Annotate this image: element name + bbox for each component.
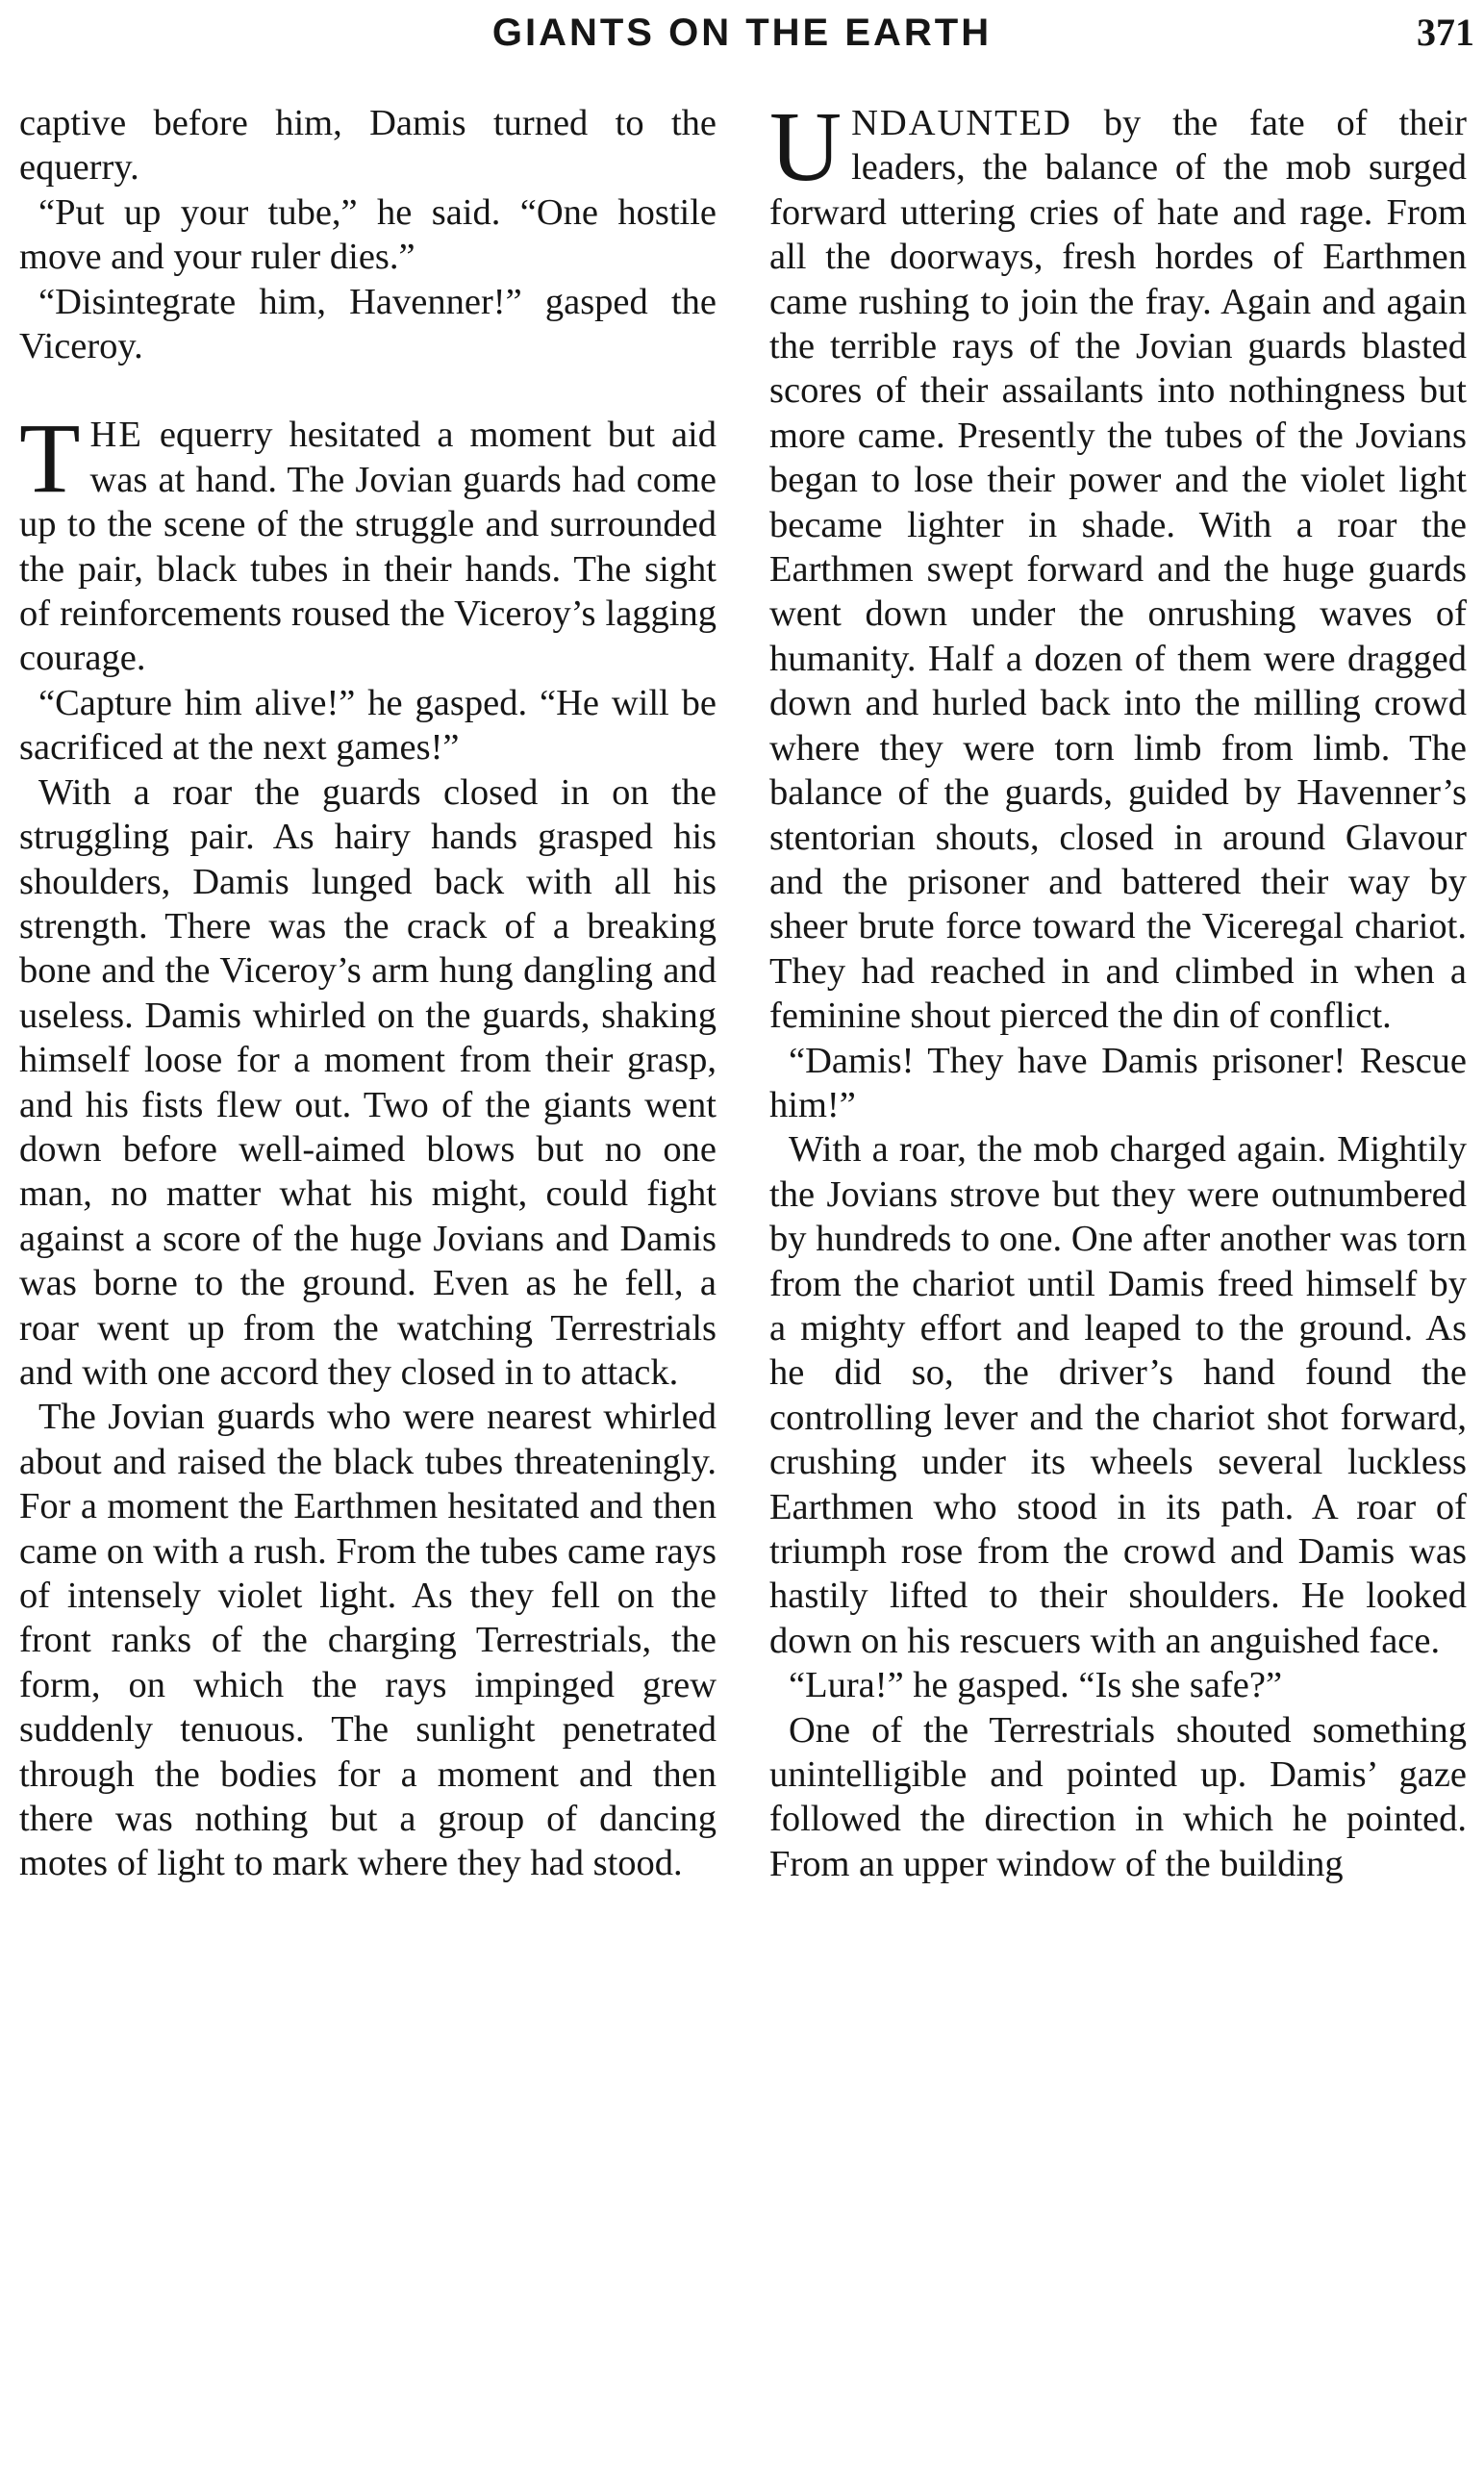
paragraph-text: by the fate of their leaders, the balance of the mob surged forward uttering cries of hate and rage. From all the doorways, fresh hordes of Earthmen came rushing to join the fray. Again and again the terrible rays of the Jovian guards blasted scores of their assailants into nothingness but more came. Presently the tubes of the Jovians began to lose their power and the violet light became lighter in shade. With a roar the Earthmen swept forward and the huge guards went down under the onrushing waves of humanity. Half a dozen of them were dragged down and hurled back into the milling crowd where they were torn limb from limb. The balance of the guards, guided by Havenner’s stentorian shouts, closed in around Glavour and the prisoner and battered their way by sheer brute force toward the Viceregal chariot. They had reached in and climbed in when a feminine shout pierced the din of conflict. <box>769 103 1467 1037</box>
lead-in-caps: NDAUNTED <box>851 103 1072 143</box>
page-number: 371 <box>1417 11 1474 54</box>
paragraph-text: equerry hesitated a moment but aid was at hand. The Jovian guards had come up to the scene of the struggle and surrounded the pair, black tubes in their hands. The sight of reinforcements roused the Viceroy’s lagging courage. <box>19 415 717 679</box>
paragraph: “Lura!” he gasped. “Is she safe?” <box>789 1665 1283 1706</box>
paragraph-continuation: captive before him, Damis turned to the equerry. <box>19 103 717 189</box>
drop-cap: T <box>19 403 81 515</box>
page-header <box>0 0 1484 67</box>
lead-in-caps: HE <box>89 415 143 456</box>
drop-cap: U <box>769 91 843 202</box>
paragraph: “Capture him alive!” he gasped. “He will be sacrificed at the next games!” <box>19 682 717 769</box>
paragraph: “Disintegrate him, Havenner!” gasped the Viceroy. <box>19 281 717 367</box>
left-column <box>19 101 717 1886</box>
running-title: GIANTS ON THE EARTH <box>491 12 993 54</box>
paragraph: The Jovian guards who were nearest whirled about and raised the black tubes threateningly. For a moment the Earthmen hesitated and then came on with a rush. From the tubes came rays of intensely violet light. As they fell on the front ranks of the charging Terrestrials, the form, on which the rays impinged grew suddenly tenuous. The sunlight penetrated through the bodies for a moment and then there was nothing but a group of dancing motes of light to mark where they had stood. <box>19 1397 717 1884</box>
paragraph: “Damis! They have Damis prisoner! Rescue him!” <box>769 1040 1467 1125</box>
section-start-paragraph <box>19 403 717 680</box>
paragraph: With a roar the guards closed in on the struggling pair. As hairy hands grasped his shoulders, Damis lunged back with all his strength. There was the crack of a breaking bone and the Viceroy’s arm hung dangling and useless. Damis whirled on the guards, shaking himself loose for a moment from their grasp, and his fists flew out. Two of the giants went down before well-aimed blows but no one man, no matter what his might, could fight against a score of the huge Jovians and Damis was borne to the ground. Even as he fell, a roar went up from the watching Terrestrials and with one accord they closed in to attack. <box>19 771 717 1393</box>
section-start-paragraph <box>769 91 1467 1039</box>
right-column <box>769 91 1467 1886</box>
paragraph: With a roar, the mob charged again. Mightily the Jovians strove but they were outnumbered by hundreds to one. One after another was torn from the chariot until Damis freed himself by a mighty effort and leaped to the ground. As he did so, the driver’s hand found the controlling lever and the chariot shot forward, crushing under its wheels several luckless Earthmen who stood in its path. A roar of triumph rose from the crowd and Damis was hastily lifted to their shoulders. He looked down on his rescuers with an anguished face. <box>769 1129 1467 1661</box>
paragraph: “Put up your tube,” he said. “One hostile move and your ruler dies.” <box>19 191 717 278</box>
paragraph: One of the Terrestrials shouted something unintelligible and pointed up. Damis’ gaze followed the direction in which he pointed. From an upper window of the building <box>769 1709 1467 1884</box>
